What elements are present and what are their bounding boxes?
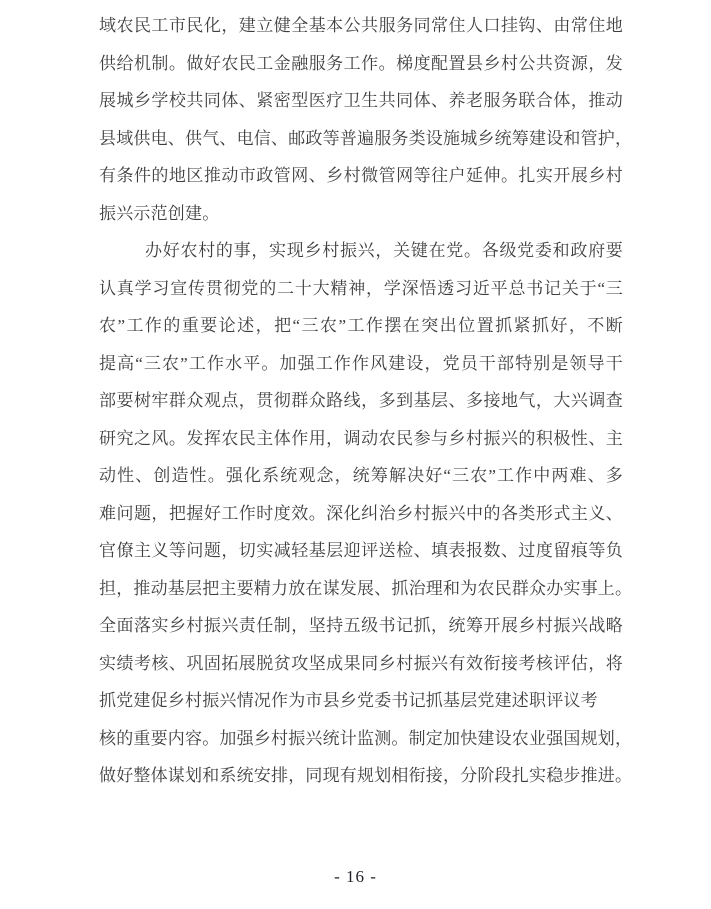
text-line: 实绩考核、巩固拓展脱贫攻坚成果同乡村振兴有效衔接考核评估，将: [99, 653, 623, 673]
text-line: 提高“三农”工作水平。加强工作作风建设，党员干部特别是领导干: [99, 353, 623, 373]
text-line: 振兴示范创建。: [99, 203, 220, 223]
text-line: 全面落实乡村振兴责任制，坚持五级书记抓，统筹开展乡村振兴战略: [99, 616, 623, 635]
text-line: 有条件的地区推动市政管网、乡村微管网等往户延伸。扎实开展乡村: [99, 166, 623, 185]
text-line: 动性、创造性。强化系统观念，统筹解决好“三农”工作中两难、多: [99, 466, 623, 485]
text-line: 农”工作的重要论述，把“三农”工作摆在突出位置抓紧抓好，不断: [99, 316, 623, 335]
text-line: 担，推动基层把主要精力放在谋发展、抓治理和为农民群众办实事上。: [99, 578, 633, 598]
document-text-block: [99, 7, 633, 795]
text-line: 部要树牢群众观点，贯彻群众路线，多到基层、多接地气，大兴调查: [99, 391, 623, 410]
text-line: 官僚主义等问题，切实减轻基层迎评送检、填表报数、过度留痕等负: [99, 541, 623, 560]
text-line: 展城乡学校共同体、紧密型医疗卫生共同体、养老服务联合体，推动: [99, 91, 623, 110]
text-line: 域农民工市民化，建立健全基本公共服务同常住人口挂钩、由常住地: [99, 16, 623, 35]
text-line: 认真学习宣传贯彻党的二十大精神，学深悟透习近平总书记关于“三: [99, 278, 623, 298]
text-line: 做好整体谋划和系统安排，同现有规划相衔接，分阶段扎实稳步推进。: [99, 766, 633, 785]
text-line: 研究之风。发挥农民主体作用，调动农民参与乡村振兴的积极性、主: [99, 428, 623, 448]
text-line: 抓党建促乡村振兴情况作为市县乡党委书记抓基层党建述职评议考: [99, 691, 598, 710]
text-line: 核的重要内容。加强乡村振兴统计监测。制定加快建设农业强国规划，: [99, 728, 633, 748]
text-line: 县域供电、供气、电信、邮政等普遍服务类设施城乡统筹建设和管护，: [99, 128, 633, 148]
text-line: 难问题，把握好工作时度效。深化纠治乡村振兴中的各类形式主义、: [99, 503, 623, 523]
page-number: - 16 -: [334, 867, 377, 886]
text-line: 办好农村的事，实现乡村振兴，关键在党。各级党委和政府要: [145, 241, 623, 260]
text-line: 供给机制。做好农民工金融服务工作。梯度配置县乡村公共资源，发: [99, 53, 623, 73]
